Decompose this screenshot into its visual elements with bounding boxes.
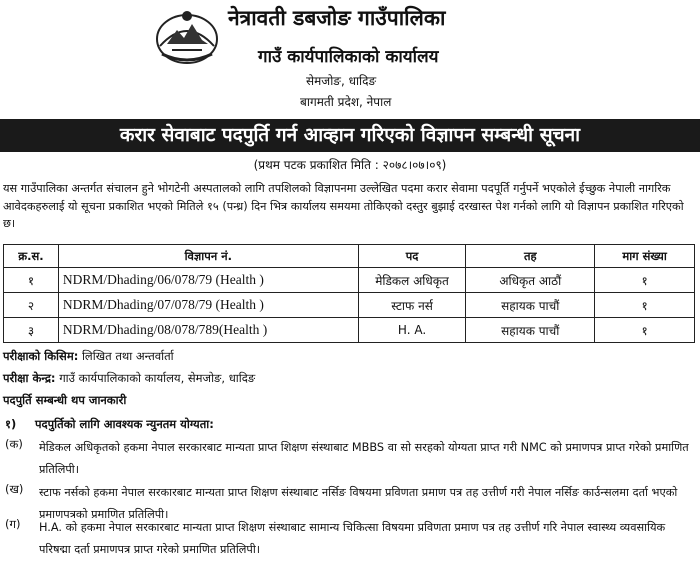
col-header-post: पद [358, 245, 466, 268]
notice-title-banner: करार सेवाबाट पदपुर्ति गर्न आव्हान गरिएको विज्ञापन सम्बन्धी सूचना [0, 119, 700, 152]
exam-center-line [3, 371, 255, 386]
qualification-item [3, 437, 695, 481]
publication-date: (प्रथम पटक प्रकाशित मिति : २०७८।०७।०९) [253, 158, 447, 172]
qualification-item [3, 517, 695, 561]
cell-post: H. A. [358, 318, 466, 343]
qualification-mark: (क) [5, 437, 23, 451]
office-address: सेमजोङ, धादिङ [306, 74, 377, 88]
min-qualification-heading [3, 417, 214, 432]
exam-center-label: परीक्षा केन्द्र: [3, 371, 56, 385]
col-header-demand: माग संख्या [595, 245, 695, 268]
cell-demand: १ [595, 293, 695, 318]
exam-type-value: लिखित तथा अन्तर्वार्ता [78, 349, 174, 363]
office-subtitle: गाउँ कार्यपालिकाको कार्यालय [258, 47, 439, 67]
col-header-sn: क्र.स. [4, 245, 59, 268]
qualification-text: स्टाफ नर्सको हकमा नेपाल सरकारबाट मान्यता प्राप्त शिक्षण संस्थाबाट नर्सिङ विषयमा प्रविणता प्रमाण पत्र तह उत्तीर्ण गरी नेपाल नर्सिङ कार्उन्सलमा दर्ता भएको प्रमाणपत्रको प्रमाणित प्रतिलिपी। [39, 486, 678, 521]
exam-center-value: गाउँ कार्यपालिकाको कार्यालय, सेमजोङ, धादिङ [55, 371, 256, 385]
col-header-ad-number: विज्ञापन नं. [58, 245, 358, 268]
cell-sn: ३ [4, 318, 59, 343]
table-row [4, 268, 695, 293]
letterhead [0, 0, 700, 120]
qualification-text: H.A. को हकमा नेपाल सरकारबाट मान्यता प्राप्त शिक्षण संस्थाबाट सामान्य चिकित्सा विषयमा प्रविणता प्रमाण पत्र तह उत्तीर्ण गरि नेपाल स्वास्थ्य व्यवसायिक परिषद्मा दर्ता प्रमाणपत्र प्राप्त गरेको प्रमाणित प्रतिलिपी। [39, 521, 666, 556]
cell-ad-number: NDRM/Dhading/08/078/789(Health ) [58, 318, 358, 343]
exam-type-line [3, 349, 174, 364]
cell-demand: १ [595, 268, 695, 293]
cell-ad-number: NDRM/Dhading/07/078/79 (Health ) [58, 293, 358, 318]
exam-type-label: परीक्षाको किसिम: [3, 349, 79, 363]
table-header-row [4, 245, 695, 268]
cell-post: मेडिकल अधिकृत [358, 268, 466, 293]
more-info-heading: पदपुर्ति सम्बन्धी थप जानकारी [3, 393, 127, 407]
cell-sn: २ [4, 293, 59, 318]
qualification-mark: (ख) [5, 482, 24, 496]
cell-level: सहायक पाचौं [466, 318, 595, 343]
office-province: बागमती प्रदेश, नेपाल [300, 95, 392, 109]
min-qualification-title: पदपुर्तिको लागि आवश्यक न्युनतम योग्यता: [35, 417, 214, 431]
qualification-mark: (ग) [5, 517, 21, 531]
vacancy-table [3, 244, 695, 343]
table-row [4, 293, 695, 318]
cell-level: सहायक पाचौं [466, 293, 595, 318]
cell-ad-number: NDRM/Dhading/06/078/79 (Health ) [58, 268, 358, 293]
col-header-level: तह [466, 245, 595, 268]
cell-post: स्टाफ नर्स [358, 293, 466, 318]
nepal-government-emblem-icon [152, 6, 222, 68]
intro-paragraph: यस गाउँपालिका अन्तर्गत संचालन हुने भोगटेनी अस्पतालको लागि तपशिलको विज्ञापनमा उल्लेखित पदमा करार सेवामा पदपूर्ति गर्नुपर्ने भएकोले ईच्छुक नेपाली नागरिक आवेदकहरुलाई यो सूचना प्रकाशित भएको मितिले १५ (पन्ध्र) दिन भित्र कार्यालय समयमा तोकिएको दस्तुर बुझाई दरखास्त पेश गर्नको लागि यो विज्ञापन प्रकाशित गरिएको छ। [3, 182, 684, 230]
qualification-text: मेडिकल अधिकृतको हकमा नेपाल सरकारबाट मान्यता प्राप्त शिक्षण संस्थाबाट MBBS वा सो सरहको योग्यता प्राप्त गरी NMC को प्रमाणपत्र प्राप्त गरेको प्रमाणित प्रतिलिपी। [39, 441, 689, 476]
office-name: नेत्रावती डबजोङ गाउँपालिका [228, 6, 446, 30]
cell-level: अधिकृत आठौं [466, 268, 595, 293]
cell-demand: १ [595, 318, 695, 343]
cell-sn: १ [4, 268, 59, 293]
table-row [4, 318, 695, 343]
min-qualification-number: १) [5, 417, 17, 431]
